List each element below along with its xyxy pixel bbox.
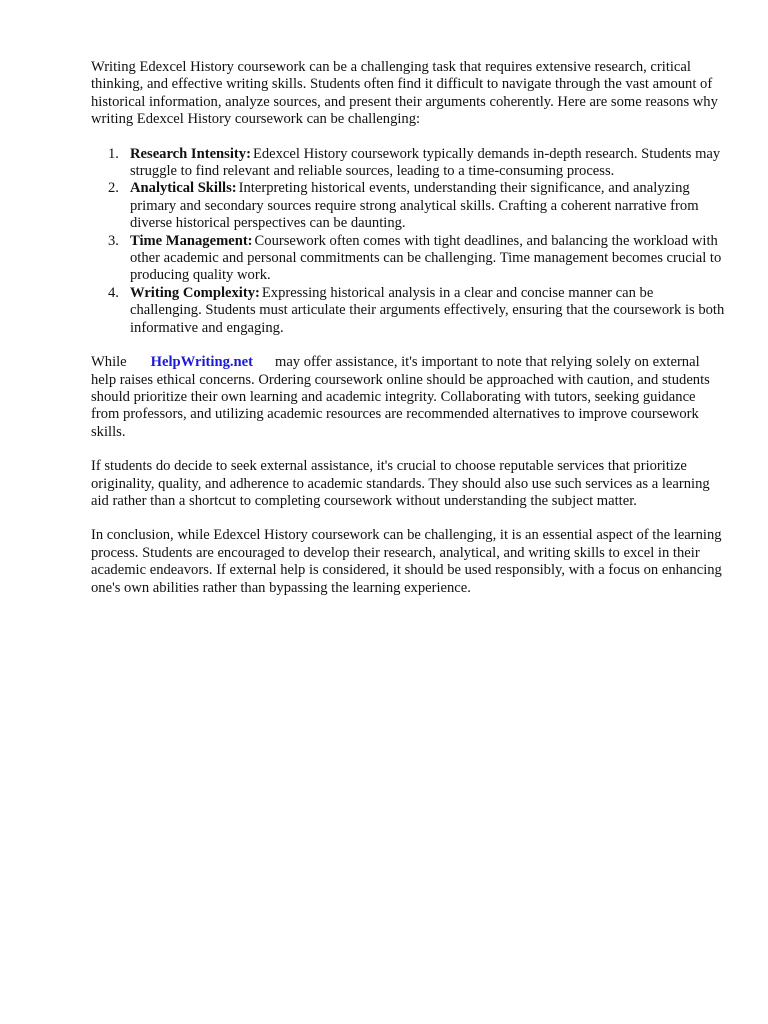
helpwriting-link[interactable]: HelpWriting.net — [150, 354, 253, 371]
list-item-number: 2. — [108, 180, 119, 197]
reasons-list — [91, 146, 727, 337]
while-lead-text: While — [91, 354, 127, 371]
document-page — [91, 59, 727, 614]
list-item — [91, 146, 727, 181]
list-item-text: Interpreting historical events, understanding their significance, and analyzing primary and secondary sources require strong analytical skills. Crafting a coherent narrative from diverse historical perspectives can be daunting. — [130, 180, 699, 232]
list-item-title: Time Management: — [130, 232, 253, 249]
list-item-text: Coursework often comes with tight deadlines, and balancing the workload with other academic and personal commitments can be challenging. Time management becomes crucial to producing quality work. — [130, 232, 722, 284]
while-rest-text: may offer assistance, it's important to note that relying solely on external help raises ethical concerns. Ordering coursework online should be approached with caution, and students should prioritize their own learning and academic integrity. Collaborating with tutors, seeking guidance from professors, and utilizing academic resources are recommended alternatives to improve coursework skills. — [91, 354, 710, 440]
list-item-title: Research Intensity: — [130, 145, 251, 162]
external-assistance-paragraph: If students do decide to seek external assistance, it's crucial to choose reputable services that prioritize originality, quality, and adherence to academic standards. They should also use such services as a learning aid rather than a shortcut to completing coursework without understanding the subject matter. — [91, 458, 710, 509]
intro-paragraph: Writing Edexcel History coursework can be a challenging task that requires extensive research, critical thinking, and effective writing skills. Students often find it difficult to navigate through the vast amount of historical information, analyze sources, and present their arguments coherently. Here are some reasons why writing Edexcel History coursework can be challenging: — [91, 59, 718, 128]
conclusion-paragraph: In conclusion, while Edexcel History coursework can be challenging, it is an essential aspect of the learning process. Students are encouraged to develop their research, analytical, and writing skills to excel in their academic endeavors. If external help is considered, it should be used responsibly, with a focus on enhancing one's own abilities rather than bypassing the learning experience. — [91, 527, 722, 596]
list-item — [91, 233, 727, 285]
list-item — [91, 285, 727, 337]
list-item-text: Edexcel History coursework typically demands in-depth research. Students may struggle to find relevant and reliable sources, leading to a time-consuming process. — [130, 145, 721, 180]
list-item-number: 4. — [108, 284, 119, 301]
list-item-title: Analytical Skills: — [130, 180, 237, 197]
list-item-number: 1. — [108, 145, 119, 162]
list-item — [91, 180, 727, 232]
list-item-title: Writing Complexity: — [130, 284, 260, 301]
while-paragraph — [91, 354, 727, 441]
list-item-number: 3. — [108, 232, 119, 249]
list-item-text: Expressing historical analysis in a clear and concise manner can be challenging. Students must articulate their arguments effectively, ensuring that the coursework is both informative and engaging. — [130, 284, 725, 336]
